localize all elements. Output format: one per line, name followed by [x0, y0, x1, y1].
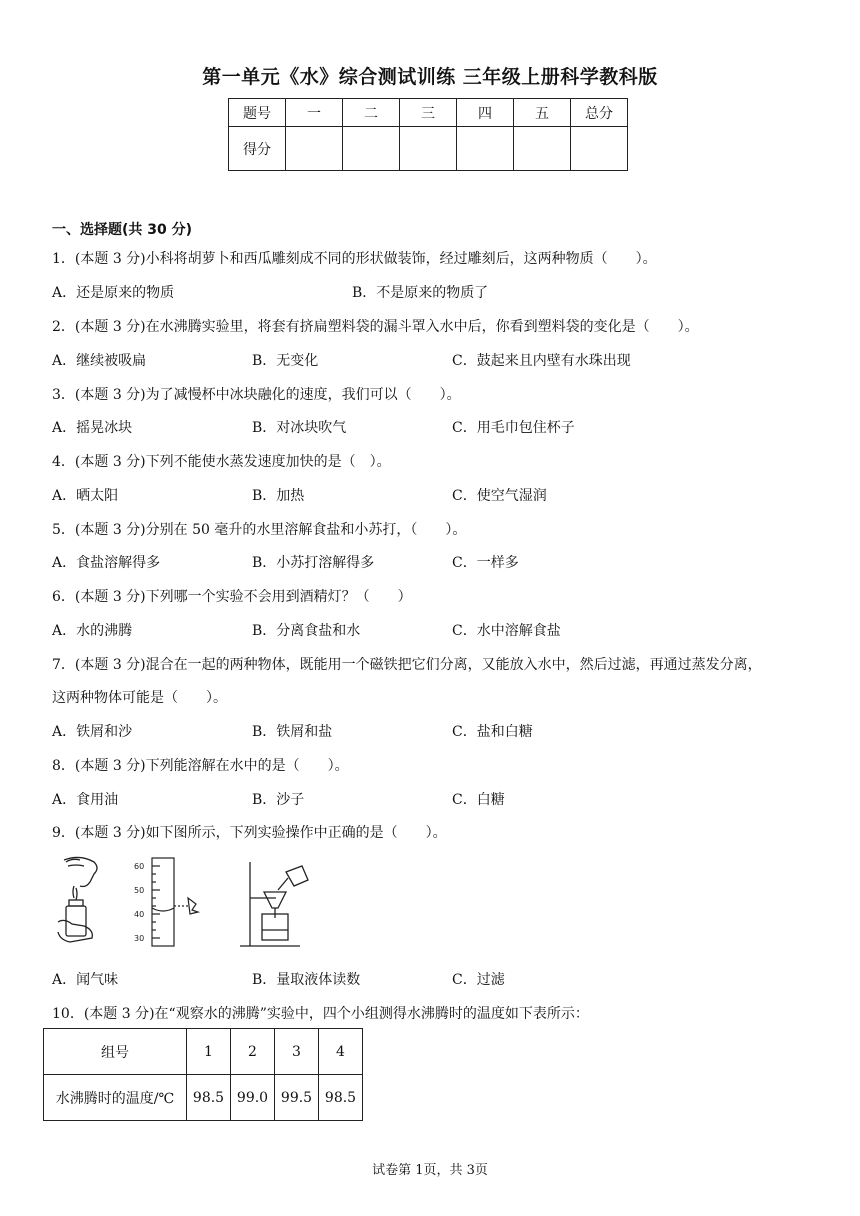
cylinder-tick-30: 30 — [134, 934, 145, 943]
boiling-temperature-table — [43, 1028, 363, 1121]
temp-table-group-2: 2 — [231, 1029, 275, 1075]
question-4-stem: 4．(本题 3 分)下列不能使水蒸发速度加快的是（ ）。 — [52, 454, 391, 470]
question-8-option-a[interactable]: A．食用油 — [52, 792, 119, 808]
question-7-stem-continued: 这两种物体可能是（ ）。 — [52, 690, 227, 706]
temp-value-4: 98.5 — [319, 1075, 363, 1121]
score-cell-total: 总分 — [571, 99, 628, 127]
question-3-stem: 3．(本题 3 分)为了减慢杯中冰块融化的速度，我们可以（ ）。 — [52, 387, 461, 403]
question-9-option-a[interactable]: A．闻气味 — [52, 972, 119, 988]
temp-value-1: 98.5 — [187, 1075, 231, 1121]
question-8-option-b[interactable]: B．沙子 — [252, 792, 305, 808]
question-9-option-c[interactable]: C．过滤 — [452, 972, 505, 988]
score-cell-1: 一 — [286, 99, 343, 127]
score-cell-label: 题号 — [229, 99, 286, 127]
score-table-header-row — [229, 99, 628, 127]
question-1-stem: 1．(本题 3 分)小科将胡萝卜和西瓜雕刻成不同的形状做装饰，经过雕刻后，这两种物质（ ）。 — [52, 251, 657, 267]
question-3-option-a[interactable]: A．摇晃冰块 — [52, 420, 133, 436]
question-2-option-a[interactable]: A．继续被吸扁 — [52, 353, 147, 369]
temp-value-3: 99.5 — [275, 1075, 319, 1121]
question-8-option-c[interactable]: C．白糖 — [452, 792, 505, 808]
question-3-option-b[interactable]: B．对冰块吹气 — [252, 420, 347, 436]
question-2-option-c[interactable]: C．鼓起来且内壁有水珠出现 — [452, 353, 631, 369]
score-blank[interactable] — [400, 127, 457, 171]
temp-table-group-1: 1 — [187, 1029, 231, 1075]
question-7-option-a[interactable]: A．铁屑和沙 — [52, 724, 133, 740]
filtration-figure — [240, 862, 308, 946]
temp-value-2: 99.0 — [231, 1075, 275, 1121]
cylinder-tick-40: 40 — [134, 910, 145, 919]
graduated-cylinder-figure — [152, 858, 198, 946]
question-10-stem: 10．(本题 3 分)在“观察水的沸腾”实验中，四个小组测得水沸腾时的温度如下表所示： — [52, 1006, 589, 1022]
score-blank[interactable] — [514, 127, 571, 171]
score-cell-2: 二 — [343, 99, 400, 127]
question-7-stem: 7．(本题 3 分)混合在一起的两种物体，既能用一个磁铁把它们分离，又能放入水中，然后过滤，再通过蒸发分离， — [52, 657, 762, 673]
score-blank[interactable] — [457, 127, 514, 171]
question-2-option-b[interactable]: B．无变化 — [252, 353, 319, 369]
score-cell-4: 四 — [457, 99, 514, 127]
temp-table-group-3: 3 — [275, 1029, 319, 1075]
question-6-option-a[interactable]: A．水的沸腾 — [52, 623, 133, 639]
question-4-option-c[interactable]: C．使空气湿润 — [452, 488, 547, 504]
score-blank[interactable] — [571, 127, 628, 171]
temp-table-group-4: 4 — [319, 1029, 363, 1075]
experiment-figures — [50, 852, 350, 952]
score-cell-5: 五 — [514, 99, 571, 127]
smelling-figure — [58, 857, 97, 942]
temp-table-group-row — [44, 1029, 363, 1075]
temp-table-row-label: 水沸腾时的温度/℃ — [44, 1075, 187, 1121]
temp-table-header-label: 组号 — [44, 1029, 187, 1075]
cylinder-tick-50: 50 — [134, 886, 145, 895]
section-heading: 一、选择题(共 30 分) — [52, 222, 193, 238]
question-7-option-b[interactable]: B．铁屑和盐 — [252, 724, 333, 740]
question-6-option-b[interactable]: B．分离食盐和水 — [252, 623, 361, 639]
page-title: 第一单元《水》综合测试训练 三年级上册科学教科版 — [202, 66, 658, 88]
score-table-score-row — [229, 127, 628, 171]
question-6-option-c[interactable]: C．水中溶解食盐 — [452, 623, 561, 639]
question-1-option-a[interactable]: A．还是原来的物质 — [52, 285, 175, 301]
question-7-option-c[interactable]: C．盐和白糖 — [452, 724, 533, 740]
question-5-option-b[interactable]: B．小苏打溶解得多 — [252, 555, 375, 571]
question-4-option-b[interactable]: B．加热 — [252, 488, 305, 504]
score-table — [228, 98, 628, 171]
question-9-stem: 9．(本题 3 分)如下图所示，下列实验操作中正确的是（ ）。 — [52, 825, 447, 841]
question-1-option-b[interactable]: B．不是原来的物质了 — [352, 285, 489, 301]
question-5-option-a[interactable]: A．食盐溶解得多 — [52, 555, 161, 571]
question-2-stem: 2．(本题 3 分)在水沸腾实验里，将套有挤扁塑料袋的漏斗罩入水中后，你看到塑料袋的变化是（ ）。 — [52, 319, 699, 335]
score-blank[interactable] — [286, 127, 343, 171]
score-blank[interactable] — [343, 127, 400, 171]
question-6-stem: 6．(本题 3 分)下列哪一个实验不会用到酒精灯？（ ） — [52, 589, 412, 605]
question-3-option-c[interactable]: C．用毛巾包住杯子 — [452, 420, 575, 436]
question-8-stem: 8．(本题 3 分)下列能溶解在水中的是（ ）。 — [52, 758, 349, 774]
question-5-option-c[interactable]: C．一样多 — [452, 555, 519, 571]
question-9-option-b[interactable]: B．量取液体读数 — [252, 972, 361, 988]
score-row-label: 得分 — [229, 127, 286, 171]
page-footer: 试卷第 1页，共 3页 — [372, 1163, 488, 1178]
temp-table-value-row — [44, 1075, 363, 1121]
question-4-option-a[interactable]: A．晒太阳 — [52, 488, 119, 504]
cylinder-tick-60: 60 — [134, 862, 145, 871]
score-cell-3: 三 — [400, 99, 457, 127]
question-5-stem: 5．(本题 3 分)分别在 50 毫升的水里溶解食盐和小苏打，（ ）。 — [52, 522, 467, 538]
